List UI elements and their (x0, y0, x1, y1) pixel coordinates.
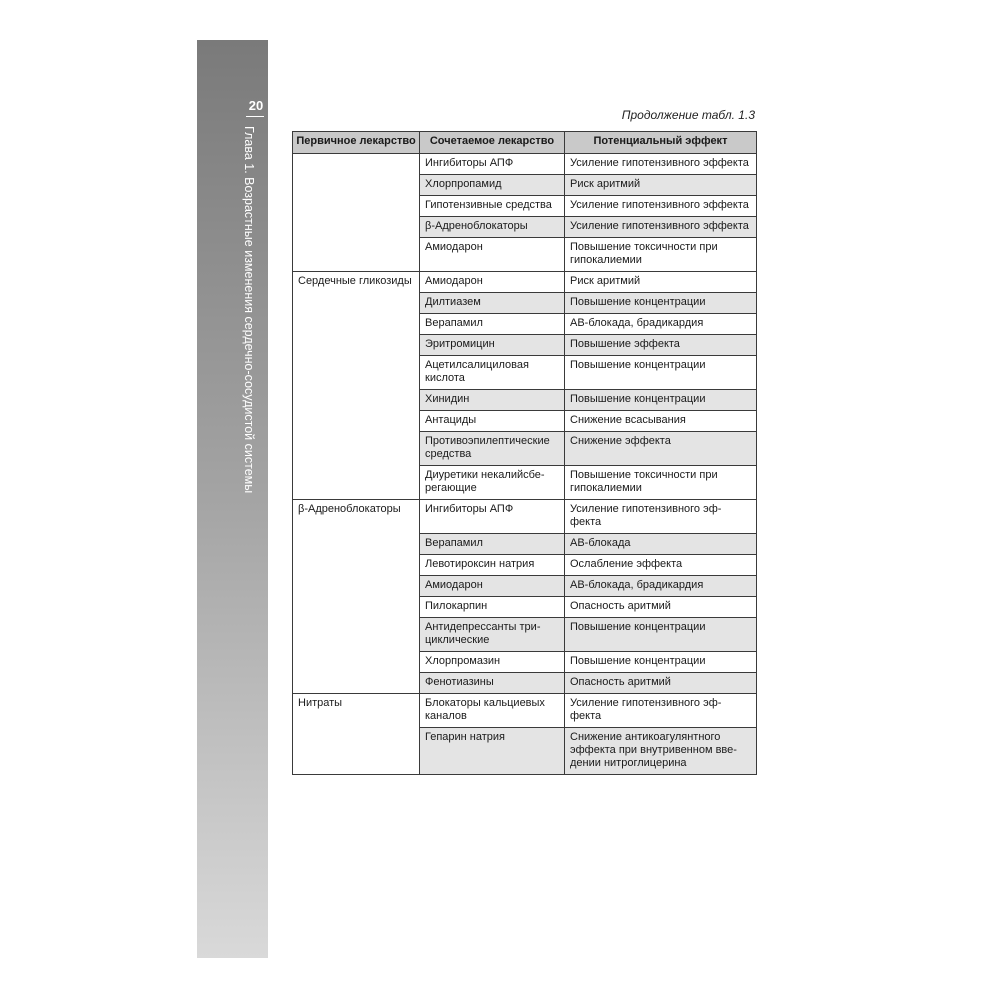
primary-drug-cell: Нитраты (293, 694, 420, 775)
combined-drug-cell: Хинидин (420, 390, 565, 411)
table-caption: Продолжение табл. 1.3 (621, 108, 755, 122)
combined-drug-cell: Ингибиторы АПФ (420, 500, 565, 534)
combined-drug-cell: Гипотензивные средства (420, 196, 565, 217)
combined-drug-cell: Дилтиазем (420, 293, 565, 314)
drug-interaction-table (292, 131, 757, 775)
primary-drug-cell (293, 154, 420, 272)
effect-cell: Повышение эффекта (565, 335, 757, 356)
table-row (293, 154, 757, 175)
effect-cell: Усиление гипотензивного эффекта (565, 196, 757, 217)
page-number-rule (246, 116, 264, 117)
effect-cell: Снижение эффекта (565, 432, 757, 466)
combined-drug-cell: Верапамил (420, 534, 565, 555)
effect-cell: Риск аритмий (565, 272, 757, 293)
combined-drug-cell: Эритромицин (420, 335, 565, 356)
effect-cell: Повышение концентрации (565, 293, 757, 314)
effect-cell: Повышение концентрации (565, 356, 757, 390)
effect-cell: Опасность аритмий (565, 597, 757, 618)
running-head: Глава 1. Возрастные изменения сердечно-сосудистой системы (242, 126, 256, 494)
primary-drug-cell: β-Адреноблокаторы (293, 500, 420, 694)
combined-drug-cell: Фенотиазины (420, 673, 565, 694)
page-number: 20 (248, 98, 264, 113)
effect-cell: Усиление гипотензивного эф-фекта (565, 500, 757, 534)
combined-drug-cell: Хлорпромазин (420, 652, 565, 673)
header-potential-effect: Потенциальный эффект (565, 132, 757, 154)
table-row (293, 272, 757, 293)
combined-drug-cell: Амиодарон (420, 272, 565, 293)
primary-drug-cell: Сердечные гликозиды (293, 272, 420, 500)
combined-drug-cell: Блокаторы кальциевых каналов (420, 694, 565, 728)
effect-cell: Повышение концентрации (565, 618, 757, 652)
combined-drug-cell: Верапамил (420, 314, 565, 335)
combined-drug-cell: Антидепрессанты три-циклические (420, 618, 565, 652)
combined-drug-cell: Ингибиторы АПФ (420, 154, 565, 175)
combined-drug-cell: Диуретики некалийсбе-регающие (420, 466, 565, 500)
effect-cell: Ослабление эффекта (565, 555, 757, 576)
table-row (293, 694, 757, 728)
effect-cell: Опасность аритмий (565, 673, 757, 694)
effect-cell: Усиление гипотензивного эффекта (565, 154, 757, 175)
table-row (293, 500, 757, 534)
combined-drug-cell: Гепарин натрия (420, 728, 565, 775)
effect-cell: Повышение концентрации (565, 652, 757, 673)
combined-drug-cell: Амиодарон (420, 576, 565, 597)
effect-cell: АВ-блокада, брадикардия (565, 576, 757, 597)
header-combined-drug: Сочетаемое лекарство (420, 132, 565, 154)
header-primary-drug: Первичное лекарство (293, 132, 420, 154)
effect-cell: Повышение токсичности при гипокалиемии (565, 466, 757, 500)
table-header-row (293, 132, 757, 154)
chapter-sidebar (197, 40, 268, 958)
combined-drug-cell: Амиодарон (420, 238, 565, 272)
effect-cell: АВ-блокада (565, 534, 757, 555)
effect-cell: Снижение антикоагулянтного эффекта при внутривенном вве-дении нитроглицерина (565, 728, 757, 775)
combined-drug-cell: Антациды (420, 411, 565, 432)
effect-cell: Повышение токсичности при гипокалиемии (565, 238, 757, 272)
combined-drug-cell: Левотироксин натрия (420, 555, 565, 576)
combined-drug-cell: Хлорпропамид (420, 175, 565, 196)
combined-drug-cell: Пилокарпин (420, 597, 565, 618)
effect-cell: Усиление гипотензивного эффекта (565, 217, 757, 238)
effect-cell: Повышение концентрации (565, 390, 757, 411)
table-body (293, 154, 757, 775)
effect-cell: Усиление гипотензивного эф-фекта (565, 694, 757, 728)
effect-cell: Снижение всасывания (565, 411, 757, 432)
effect-cell: Риск аритмий (565, 175, 757, 196)
combined-drug-cell: Ацетилсалициловая кислота (420, 356, 565, 390)
combined-drug-cell: Противоэпилептические средства (420, 432, 565, 466)
effect-cell: АВ-блокада, брадикардия (565, 314, 757, 335)
combined-drug-cell: β-Адреноблокаторы (420, 217, 565, 238)
